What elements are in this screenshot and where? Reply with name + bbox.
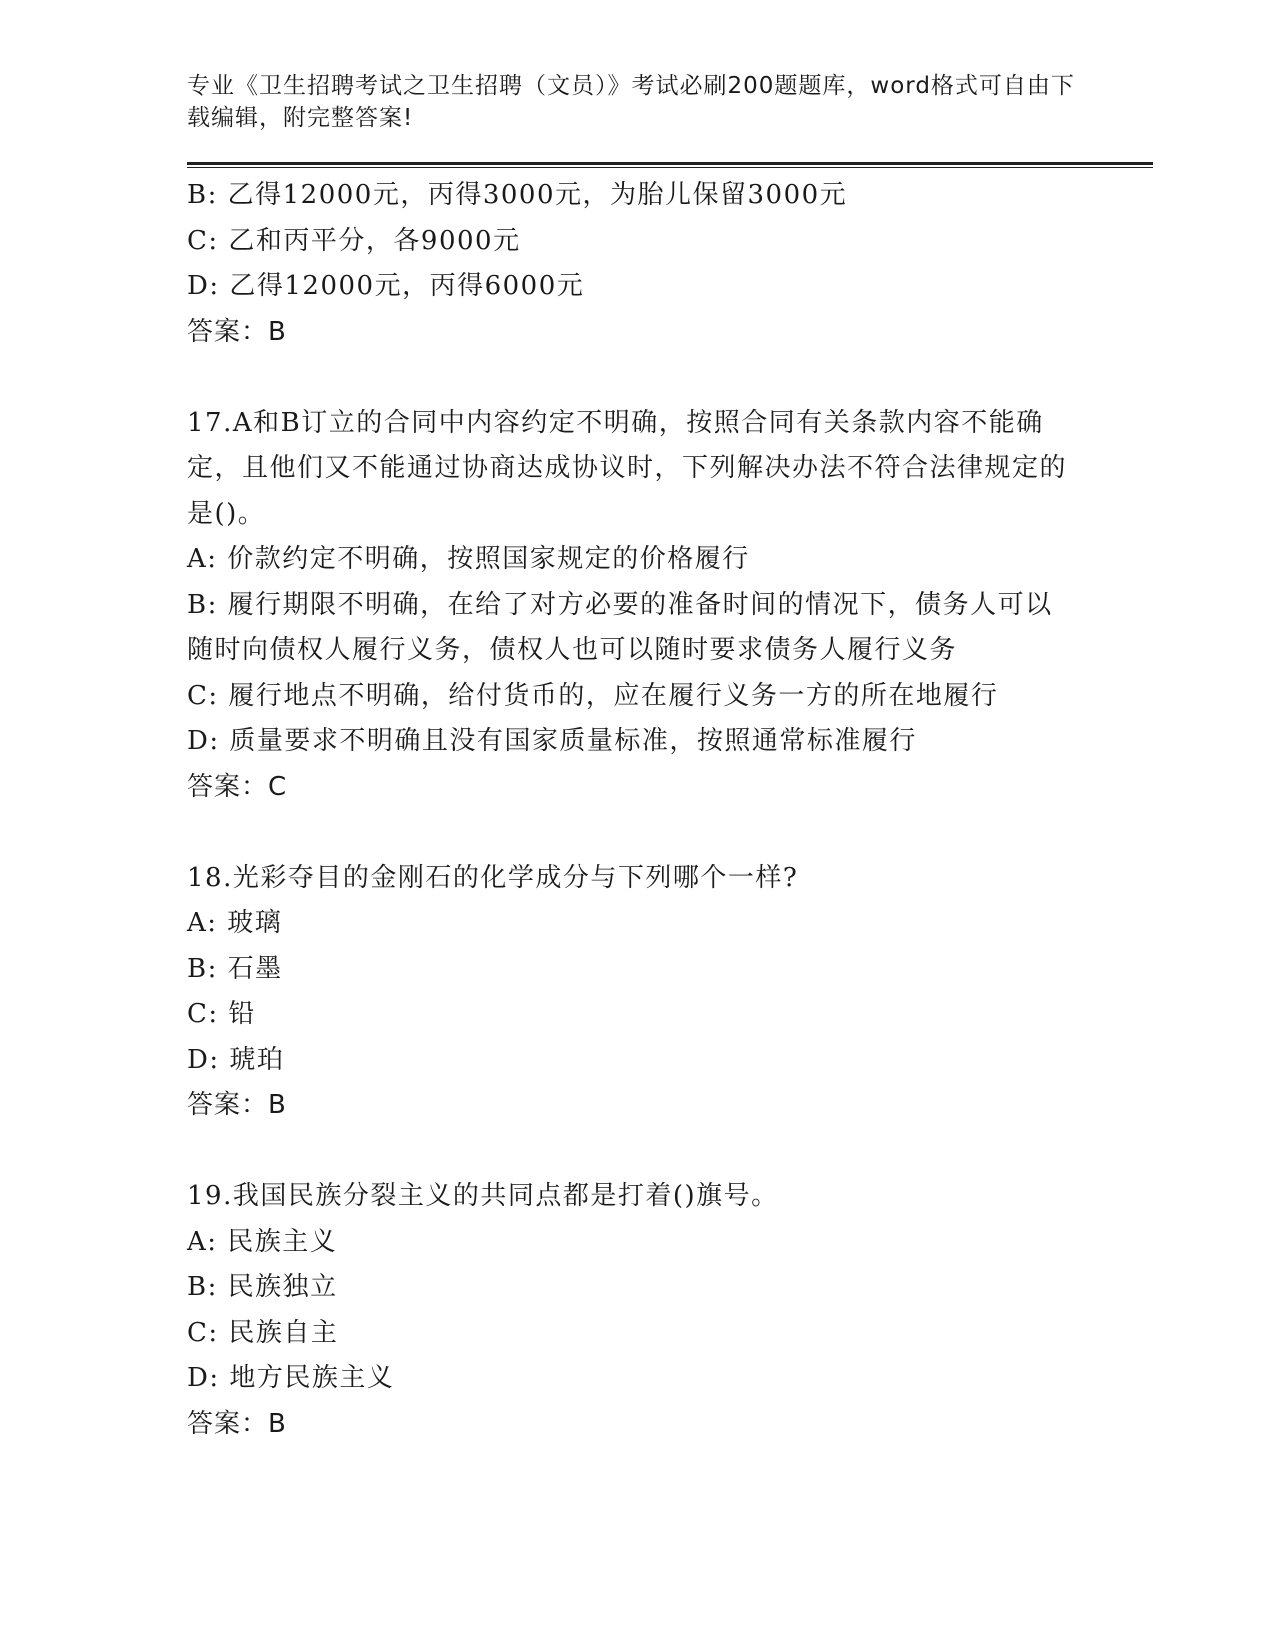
option-b: B: 民族独立 (187, 1272, 338, 1302)
answer-line: 答案：C (187, 771, 288, 802)
question-19 (187, 1174, 1147, 1447)
option-a: A: 民族主义 (187, 1226, 338, 1257)
document-page (187, 70, 1147, 1447)
option-b: B: 履行期限不明确，在给了对方必要的准备时间的情况下，债务人可以随时向债权人履行义务，债权人也可以随时要求债务人履行义务 (187, 589, 1053, 665)
question-stem: 18.光彩夺目的金刚石的化学成分与下列哪个一样? (187, 862, 799, 893)
question-17 (187, 401, 1147, 811)
spacer (187, 355, 1147, 401)
question-content (187, 173, 1147, 1447)
option-d: D: 地方民族主义 (187, 1363, 395, 1393)
option-c: C: 履行地点不明确，给付货币的，应在履行义务一方的所在地履行 (187, 680, 999, 711)
option-c: C: 民族自主 (187, 1317, 339, 1348)
document-header: 专业《卫生招聘考试之卫生招聘（文员）》考试必刷200题题库，word格式可自由下载编辑，附完整答案! (187, 73, 1075, 131)
header-divider (187, 162, 1153, 168)
option-d: D: 乙得12000元，丙得6000元 (187, 271, 585, 301)
question-stem: 17.A和B订立的合同中内容约定不明确，按照合同有关条款内容不能确定，且他们又不能通过协商达成协议时，下列解决办法不符合法律规定的是()。 (187, 407, 1068, 529)
option-d: D: 琥珀 (187, 1044, 285, 1075)
option-d: D: 质量要求不明确且没有国家质量标准，按照通常标准履行 (187, 726, 917, 756)
option-c: C: 乙和丙平分，各9000元 (187, 225, 521, 256)
option-a: A: 玻璃 (187, 908, 283, 938)
question-18 (187, 856, 1147, 1129)
answer-line: 答案：B (187, 316, 287, 347)
question-16-partial (187, 173, 1147, 355)
option-b: B: 乙得12000元，丙得3000元，为胎儿保留3000元 (187, 180, 848, 210)
option-c: C: 铅 (187, 999, 256, 1029)
option-b: B: 石墨 (187, 953, 283, 984)
spacer (187, 1129, 1147, 1175)
answer-line: 答案：B (187, 1090, 287, 1120)
answer-line: 答案：B (187, 1408, 287, 1439)
question-stem: 19.我国民族分裂主义的共同点都是打着()旗号。 (187, 1181, 779, 1211)
option-a: A: 价款约定不明确，按照国家规定的价格履行 (187, 544, 750, 574)
spacer (187, 810, 1147, 856)
